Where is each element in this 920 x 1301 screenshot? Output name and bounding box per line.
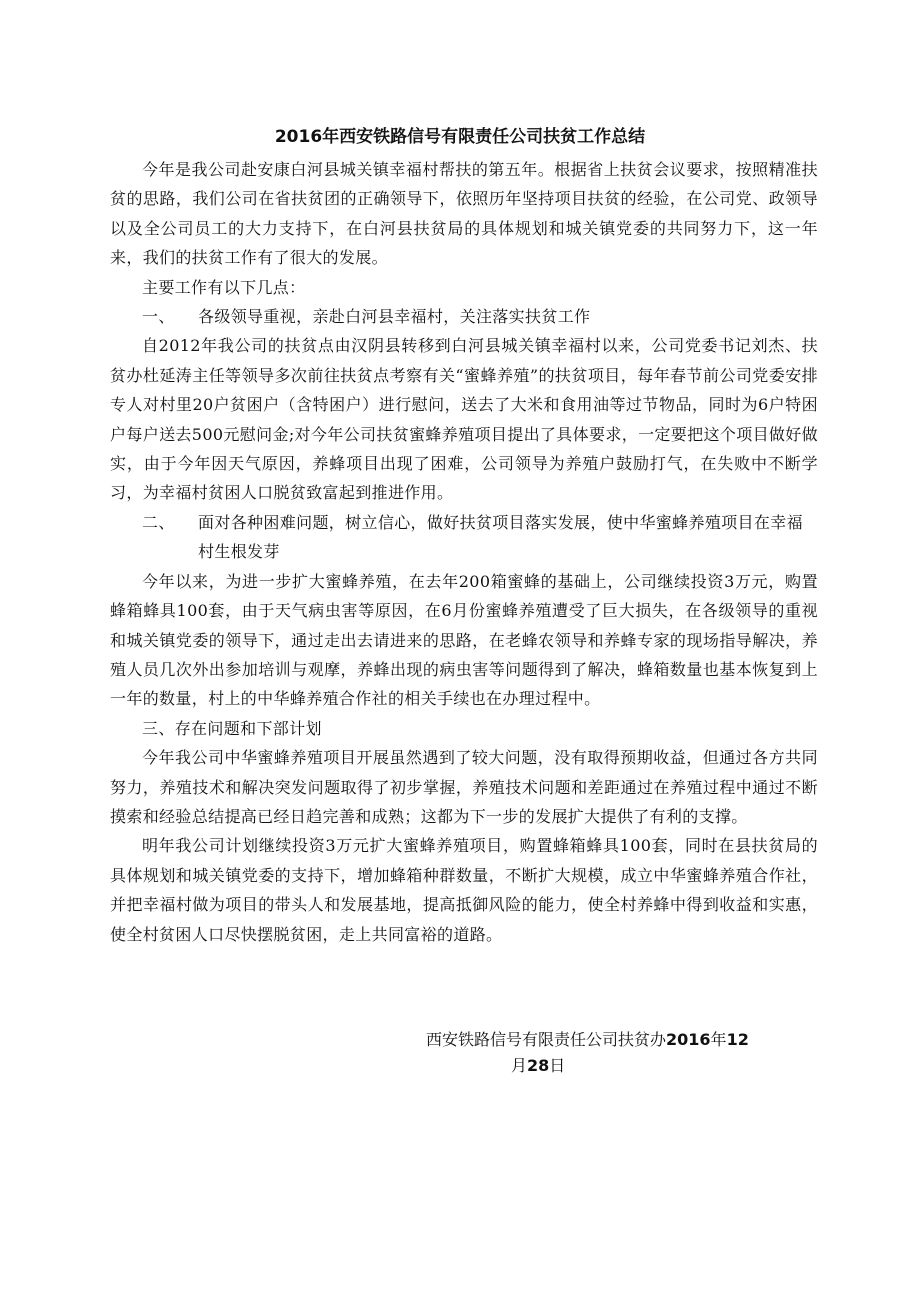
intro-paragraph: 今年是我公司赴安康白河县城关镇幸福村帮扶的第五年。根据省上扶贫会议要求，按照精准扶贫的思路，我们公司在省扶贫团的正确领导下，依照历年坚持项目扶贫的经验，在公司党、政领导以及全公司员工的大力支持下，在白河县扶贫局的具体规划和城关镇党委的共同努力下，这一年来，我们的扶贫工作有了很大的发展。 bbox=[110, 160, 818, 268]
section3-heading: 三、存在问题和下部计划 bbox=[142, 718, 322, 738]
section1-number: 一、 bbox=[142, 307, 175, 327]
signature-block bbox=[426, 1027, 806, 1079]
section1-heading bbox=[110, 302, 818, 331]
document-body bbox=[110, 155, 818, 949]
section1-heading-text: 各级领导重视，亲赴白河县幸福村，关注落实扶贫工作 bbox=[198, 307, 591, 327]
section2-heading bbox=[110, 508, 818, 567]
section1-paragraph: 自2012年我公司的扶贫点由汉阴县转移到白河县城关镇幸福村以来，公司党委书记刘杰、扶贫办杜延涛主任等领导多次前往扶贫点考察有关“蜜蜂养殖”的扶贫项目，每年春节前公司党委安排专人对村里20户贫困户（含特困户）进行慰问，送去了大米和食用油等过节物品，同时为6户特困户每户送去500元慰问金;对今年公司扶贫蜜蜂养殖项目提出了具体要求，一定要把这个项目做好做实，由于今年因天气原因，养蜂项目出现了困难，公司领导为养殖户鼓励打气，在失败中不断学习，为幸福村贫困人口脱贫致富起到推进作用。 bbox=[110, 336, 818, 503]
section2-heading-text: 面对各种困难问题，树立信心，做好扶贫项目落实发展，使中华蜜蜂养殖项目在幸福村生根发芽 bbox=[198, 512, 803, 562]
document-title: 2016年西安铁路信号有限责任公司扶贫工作总结 bbox=[274, 127, 646, 147]
section3-paragraph-2: 明年我公司计划继续投资3万元扩大蜜蜂养殖项目，购置蜂箱蜂具100套，同时在县扶贫局的具体规划和城关镇党委的支持下，增加蜂箱种群数量，不断扩大规模，成立中华蜜蜂养殖合作社，并把幸福村做为项目的带头人和发展基地，提高抵御风险的能力，使全村养蜂中得到收益和实惠，使全村贫困人口尽快摆脱贫困，走上共同富裕的道路。 bbox=[110, 836, 818, 944]
signature-year-unit: 年 bbox=[710, 1030, 727, 1049]
signature-month-unit: 月 bbox=[511, 1056, 528, 1075]
signature-day-unit: 日 bbox=[549, 1056, 566, 1075]
section3-paragraph-1: 今年我公司中华蜜蜂养殖项目开展虽然遇到了较大问题，没有取得预期收益，但通过各方共同努力，养殖技术和解决突发问题取得了初步掌握，养殖技术问题和差距通过在养殖过程中通过不断摸索和经验总结提高已经日趋完善和成熟；这都为下一步的发展扩大提供了有利的支撑。 bbox=[110, 748, 818, 826]
signature-day: 28 bbox=[527, 1056, 550, 1075]
signature-line-2 bbox=[426, 1053, 806, 1079]
signature-month: 12 bbox=[726, 1030, 749, 1049]
main-points-label: 主要工作有以下几点： bbox=[142, 277, 306, 297]
section2-number: 二、 bbox=[142, 512, 175, 532]
signature-year: 2016 bbox=[666, 1030, 711, 1049]
signature-org: 西安铁路信号有限责任公司扶贫办 bbox=[426, 1030, 667, 1049]
signature-line-1 bbox=[426, 1027, 806, 1053]
section2-paragraph: 今年以来，为进一步扩大蜜蜂养殖，在去年200箱蜜蜂的基础上，公司继续投资3万元，购置蜂箱蜂具100套，由于天气病虫害等原因，在6月份蜜蜂养殖遭受了巨大损失，在各级领导的重视和城关镇党委的领导下，通过走出去请进来的思路，在老蜂农领导和养蜂专家的现场指导解决，养殖人员几次外出参加培训与观摩，养蜂出现的病虫害等问题得到了解决，蜂箱数量也基本恢复到上一年的数量，村上的中华蜂养殖合作社的相关手续也在办理过程中。 bbox=[110, 571, 818, 709]
